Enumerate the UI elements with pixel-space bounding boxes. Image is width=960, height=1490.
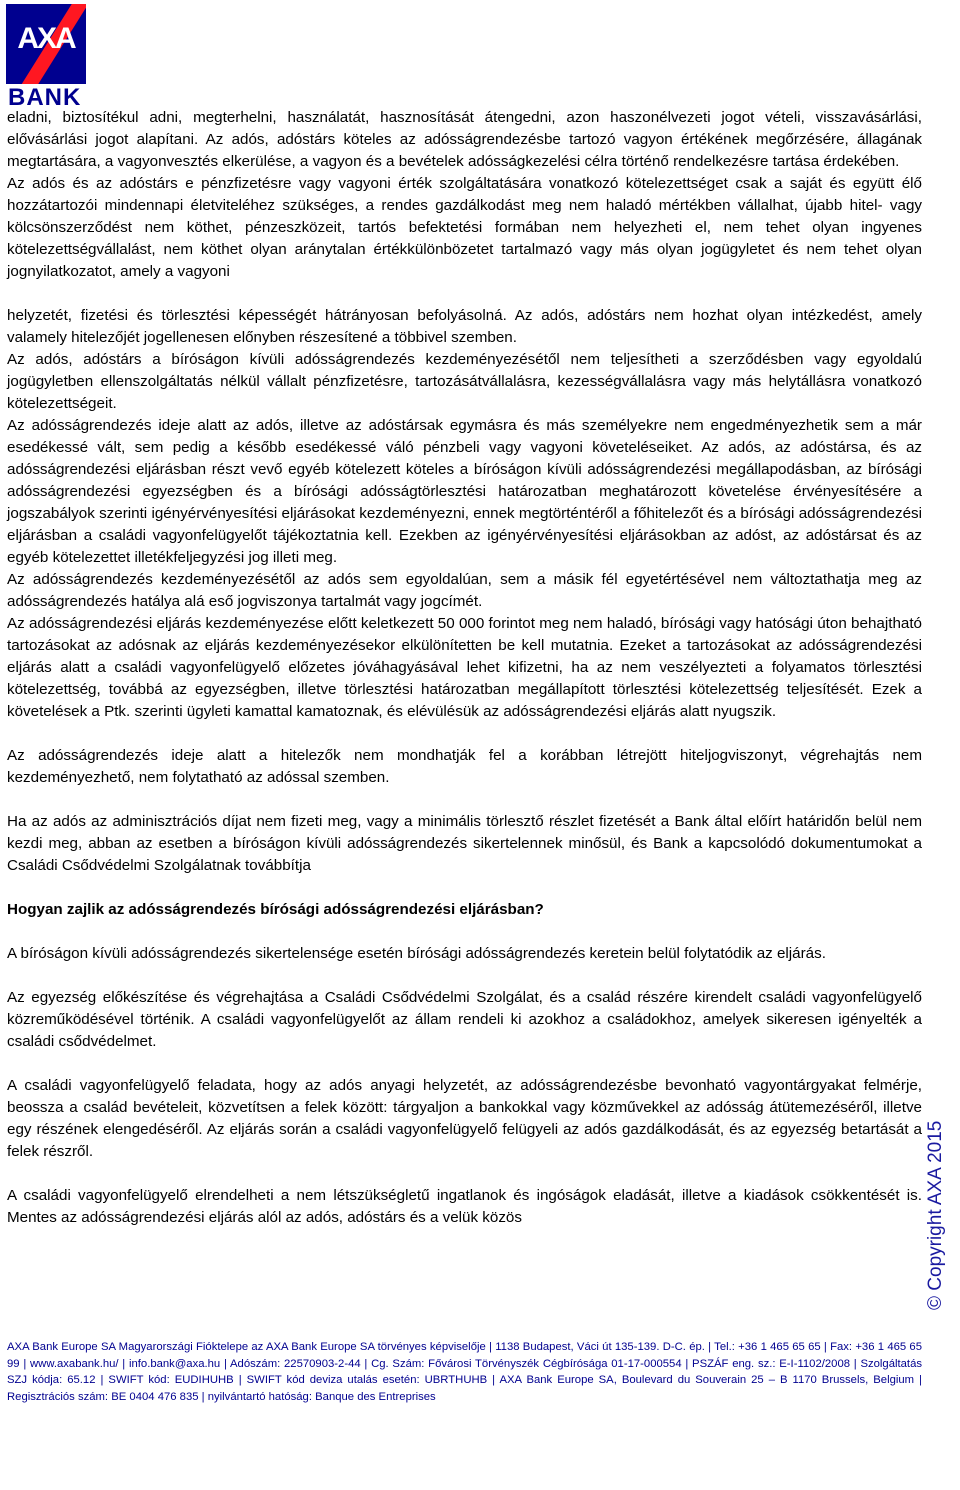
paragraph: Az egyezség előkészítése és végrehajtása a Családi Csődvédelmi Szolgálat, és a család részére kirendelt családi vagyonfelügyelő közreműködésével történik. A családi vagyonfelügyelőt az állam rendeli ki azokhoz a családokhoz, amelyek sikeresen igényelték a családi csődvédelmet. bbox=[7, 989, 922, 1050]
paragraph: Az adósságrendezési eljárás kezdeményezése előtt keletkezett 50 000 forintot meg nem haladó, bírósági vagy hatósági úton behajtható tartozásokat az adósnak az eljárás kezdeményezésekor elkülönítetten be kell mutatnia. Ezeket a tartozásokat az adósságrendezési eljárás alatt a családi vagyonfelügyelő előzetes jóváhagyásával lehet kifizetni, ha az nem veszélyezteti a folyamatos törlesztési kötelezettség, továbbá az egyezségben, illetve törlesztési határozatban megállapított törlesztési kötelezettség teljesítését. Ezek a követelések a Ptk. szerinti ügyleti kamattal kamatoznak, és elévülésük az adósságrendezési eljárás alatt nyugszik. bbox=[7, 615, 922, 720]
paragraph: Az adós, adóstárs a bíróságon kívüli adósságrendezés kezdeményezésétől nem teljesítheti a szerződésben vagy egyoldalú jogügyletben ellenszolgáltatás nélkül vállalt pénzfizetésre, tartozásátvállalásra, kezességvállalásra vagy más helytállásra vonatkozó kötelezettségeit. bbox=[7, 351, 922, 412]
paragraph: Az adósságrendezés kezdeményezésétől az adós sem egyoldalúan, sem a másik fél egyetértésével nem változtathatja meg az adósságrendezés hatálya alá eső jogviszonya tartalmát vagy jogcímét. bbox=[7, 571, 922, 610]
section-heading: Hogyan zajlik az adósságrendezés bírósági adósságrendezési eljárásban? bbox=[7, 901, 544, 918]
axa-bank-logo bbox=[6, 4, 86, 111]
paragraph: Az adósságrendezés ideje alatt a hitelezők nem mondhatják fel a korábban létrejött hiteljogviszonyt, végrehajtás nem kezdeményezhető, nem folytatható az adóssal szemben. bbox=[7, 747, 922, 786]
paragraph: Az adósságrendezés ideje alatt az adós, illetve az adóstársak egymásra és más személyekre nem engedményezhetik sem a már esedékessé vált, sem pedig a később esedékessé váló pénzbeli vagy vagyoni követeléseiket. Az adós, az adóstársa, és az adósságrendezési eljárásban részt vevő egyéb kötelezett köteles a bíróságon kívüli adósságrendezési megállapodásban, az bírósági adósságrendezési egyezségben és a bírósági adósságtörlesztési határozatban meghatározott követelése érvényesítésére a jogszabályok szerinti igényérvényesítési eljárásokat kezdeményezni, ennek megtörténtéről a főhitelezőt és a bírósági adósságrendezési eljárásban a családi vagyonfelügyelőt tájékoztatnia kell. Ezekben az igényérvényesítési eljárásokban az adóst, az adóstársat és az egyéb kötelezettet illetékfeljegyzési jog illeti meg. bbox=[7, 417, 922, 566]
axa-logo-box bbox=[6, 4, 86, 84]
copyright-text: © Copyright AXA 2015 bbox=[925, 1120, 946, 1310]
paragraph: Az adós és az adóstárs e pénzfizetésre vagy vagyoni érték szolgáltatására vonatkozó kötelezettséget csak a saját és együtt élő hozzátartozói mindennapi életviteléhez szükséges, a rendes gazdálkodást meg nem haladó mértékben vállalhat, újabb hitel- vagy kölcsönszerződést nem köthet, pénzeszközeit, tartós befektetési formában nem helyezheti el, nem tehet olyan ingyenes kötelezettségvállalást, nem köthet olyan aránytalan értékkülönbözetet tartalmazó vagy más olyan jogügyletet és nem tehet olyan jognyilatkozatot, amely a vagyoni bbox=[7, 175, 922, 280]
paragraph: Ha az adós az adminisztrációs díjat nem fizeti meg, vagy a minimális törlesztő részlet fizetését a Bank által előírt határidőn belül nem kezdi meg, abban az esetben a bíróságon kívüli adósságrendezés sikertelennek minősül, és Bank a kapcsolódó dokumentumokat a Családi Csődvédelmi Szolgálatnak továbbítja bbox=[7, 813, 922, 874]
paragraph: helyzetét, fizetési és törlesztési képességét hátrányosan befolyásolná. Az adós, adóstárs nem hozhat olyan intézkedést, amely valamely hitelezőjét jogellenesen előnyben részesítené a többivel szemben. bbox=[7, 307, 922, 346]
paragraph: eladni, biztosítékul adni, megterhelni, használatát, hasznosítását átengedni, azon haszonélvezeti jogot vételi, visszavásárlási, elővásárlási jogot alapítani. Az adós, adóstárs köteles az adósságrendezésbe tartozó vagyon értékének megőrzésére, állagának megtartására, a vagyonvesztés elkerülése, a vagyon és a bevételek adósságkezelési célra történő rendelkezésre tartása érdekében. bbox=[7, 109, 922, 170]
footer-company-info: AXA Bank Europe SA Magyarországi Fióktelepe az AXA Bank Europe SA törvényes képviselője | 1138 Budapest, Váci út 135-139. D-C. ép. | Tel.: +36 1 465 65 65 | Fax: +36 1 465 65 99 | www.axabank.hu/ | info.bank@axa.hu | Adószám: 22570903-2-44 | Cg. Szám: Fővárosi Törvényszék Cégbírósága 01-17-000554 | PSZÁF eng. sz.: E-I-1102/2008 | Szolgáltatás SZJ kódja: 65.12 | SWIFT kód: EUDIHUHB | SWIFT kód deviza utalás esetén: UBRTHUHB | AXA Bank Europe SA, Boulevard du Souverain 25 – B 1170 Brussels, Belgium | Regisztrációs szám: BE 0404 476 835 | nyilvántartó hatóság: Banque des Entreprises bbox=[7, 1341, 922, 1403]
copyright-vertical bbox=[925, 1120, 960, 1490]
logo-axa-text: AXA bbox=[17, 22, 75, 55]
paragraph: A bíróságon kívüli adósságrendezés sikertelensége esetén bírósági adósságrendezés keretein belül folytatódik az eljárás. bbox=[7, 945, 826, 962]
paragraph: A családi vagyonfelügyelő feladata, hogy az adós anyagi helyzetét, az adósságrendezésbe bevonható vagyontárgyakat felmérje, beossza a család bevételeit, közvetítsen a felek között: tárgyaljon a bankokkal vagy közművekkel az adósság átütemezéséről, illetve egy részének elengedéséről. Az eljárás során a családi vagyonfelügyelő felügyeli az adós gazdálkodását, és az egyezség betartását a felek részről. bbox=[7, 1077, 922, 1160]
logo-bank-text: BANK bbox=[8, 84, 82, 111]
document-body bbox=[7, 107, 922, 1229]
paragraph: A családi vagyonfelügyelő elrendelheti a nem létszükségletű ingatlanok és ingóságok eladását, illetve a kiadások csökkentését is. Mentes az adósságrendezési eljárás alól az adós, adóstárs és a velük közös bbox=[7, 1187, 922, 1226]
